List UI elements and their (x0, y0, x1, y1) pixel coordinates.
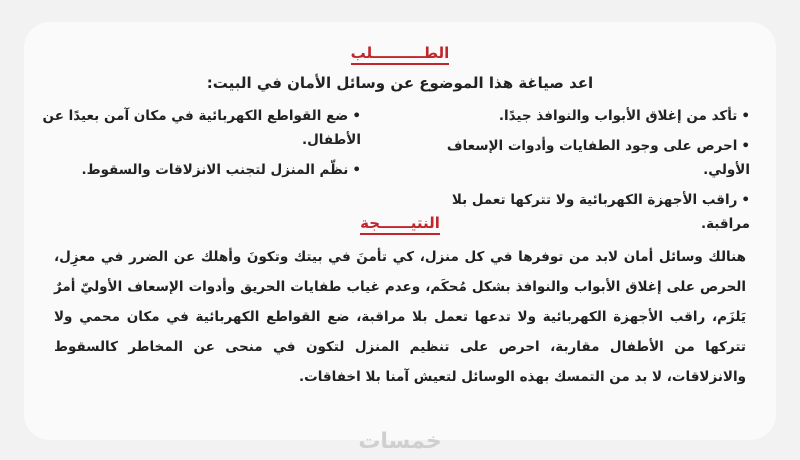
list-item: •نظّم المنزل لتجنب الانزلاقات والسقوط. (81, 162, 361, 178)
list-item: •ضع القواطع الكهربائية في مكان آمن بعيدًا عن الأطفال. (42, 108, 361, 148)
list-item: •راقب الأجهزة الكهربائية ولا تتركها تعمل بلا مراقبة. (451, 192, 750, 232)
intro-text: اعد صياغة هذا الموضوع عن وسائل الأمان في البيت: (206, 74, 594, 92)
list-item: •احرص على وجود الطفايات وأدوات الإسعاف الأولي. (446, 138, 750, 178)
result-heading: النتيــــــجة (24, 214, 776, 232)
content-card (24, 22, 776, 440)
result-paragraph: هنالك وسائل أمان لابد من توفرها في كل منزل، كي تأمنَ في بيتك وتكونَ وأهلك عن الضرر في معزِل، الحرص على إغلاق الأبواب والنوافذ بشكل مُحكَم، وعدم غياب طفايات الحريق وأدوات الإسعاف الأوليّ أمرٌ يَلزَم، راقب الأجهزة الكهربائية ولا تدعها تعمل بلا مراقبة، ضع القواطع الكهربائية في مكان محمي ولا تتركها من الأطفال مقاربة، احرص على تنظيم المنزل لتكون في منحى عن المخاطر كالسقوط والانزلاقات، لا بد من التمسك بهذه الوسائل لتعيش آمنا بلا اخفاقات. (54, 249, 746, 385)
requirement-heading: الطــــــــــلب (24, 44, 776, 62)
list-item: •تأكد من إغلاق الأبواب والنوافذ جيدًا. (498, 108, 750, 124)
watermark-logo: خمسات (358, 429, 442, 454)
bullet-list-left (41, 104, 361, 188)
